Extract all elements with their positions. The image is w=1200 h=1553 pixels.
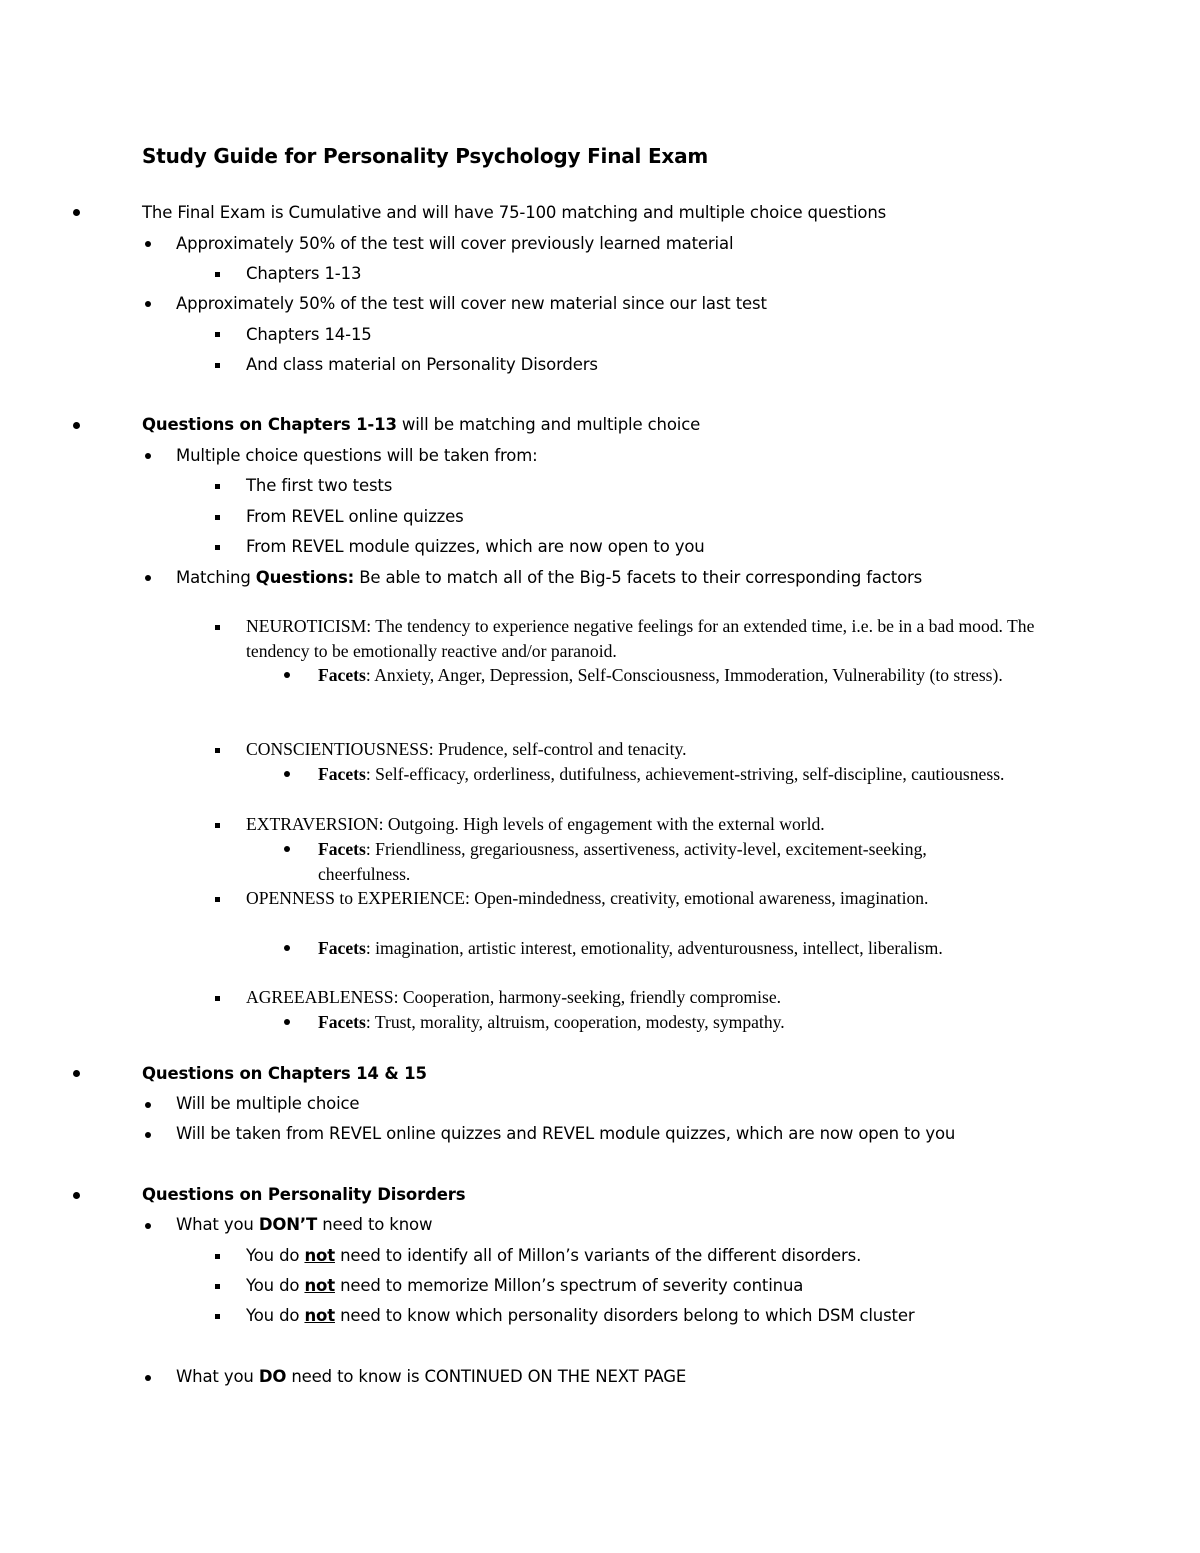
bullet: [145, 1375, 151, 1381]
bullet: [73, 1070, 80, 1077]
bullet: [284, 1019, 290, 1025]
ch1-13-heading: Questions on Chapters 1-13 will be matching and multiple choice: [142, 415, 701, 434]
bullet: [145, 1132, 151, 1138]
bullet: [215, 484, 220, 489]
matching-text: Matching Questions: Be able to match all of the Big-5 facets to their corresponding factors: [176, 568, 923, 587]
facets-agreeableness: Facets: Trust, morality, altruism, cooperation, modesty, sympathy.: [318, 1012, 785, 1032]
bullet: [145, 453, 151, 459]
facets-neuroticism: Facets: Anxiety, Anger, Depression, Self-Consciousness, Immoderation, Vulnerability (to stress).: [318, 665, 1003, 685]
overview-text: The Final Exam is Cumulative and will have 75-100 matching and multiple choice questions: [142, 203, 887, 222]
bullet: [284, 771, 290, 777]
bullet: [215, 515, 220, 520]
mc-item: The first two tests: [246, 476, 393, 495]
do-know-text: What you DO need to know is CONTINUED ON THE NEXT PAGE: [176, 1367, 687, 1386]
mc-text: Multiple choice questions will be taken from:: [176, 446, 538, 465]
bullet: [145, 575, 151, 581]
facets-conscientiousness: Facets: Self-efficacy, orderliness, dutifulness, achievement-striving, self-discipline, cautiousness.: [318, 764, 1005, 784]
facets-openness: Facets: imagination, artistic interest, emotionality, adventurousness, intellect, liberalism.: [318, 938, 943, 958]
previous-chapters: Chapters 1-13: [246, 264, 362, 283]
factor-neuroticism: NEUROTICISM: The tendency to experience negative feelings for an extended time, i.e. be in a bad mood. The tendency to be emotionally reactive and/or paranoid.: [246, 616, 1035, 661]
ch14-15-item: Will be taken from REVEL online quizzes and REVEL module quizzes, which are now open to you: [176, 1124, 956, 1143]
ch14-15-item: Will be multiple choice: [176, 1094, 360, 1113]
bullet: [145, 241, 151, 247]
mc-item: From REVEL module quizzes, which are now open to you: [246, 537, 705, 556]
facets-extraversion: Facets: Friendliness, gregariousness, assertiveness, activity-level, excitement-seeking, cheerfulness.: [318, 839, 927, 884]
new-disorders: And class material on Personality Disorders: [246, 355, 598, 374]
bullet: [215, 332, 220, 337]
bullet: [215, 1284, 220, 1289]
bullet: [145, 301, 151, 307]
bullet: [215, 625, 220, 630]
bullet: [215, 748, 220, 753]
disorders-heading: Questions on Personality Disorders: [142, 1185, 466, 1204]
bullet: [145, 1223, 151, 1229]
new-chapters: Chapters 14-15: [246, 325, 372, 344]
bullet: [145, 1102, 151, 1108]
bullet: [215, 545, 220, 550]
dont-item: You do not need to identify all of Millon’s variants of the different disorders.: [246, 1246, 862, 1265]
bullet: [73, 1192, 80, 1199]
page-title: Study Guide for Personality Psychology Final Exam: [142, 144, 709, 168]
ch14-15-heading: Questions on Chapters 14 & 15: [142, 1064, 427, 1083]
bullet: [215, 1254, 220, 1259]
bullet: [215, 823, 220, 828]
factor-extraversion: EXTRAVERSION: Outgoing. High levels of engagement with the external world.: [246, 814, 825, 834]
new-material-text: Approximately 50% of the test will cover new material since our last test: [176, 294, 767, 313]
bullet: [284, 846, 290, 852]
bullet: [284, 945, 290, 951]
dont-item: You do not need to memorize Millon’s spectrum of severity continua: [246, 1276, 804, 1295]
bullet: [215, 996, 220, 1001]
dont-item: You do not need to know which personality disorders belong to which DSM cluster: [246, 1306, 915, 1325]
bullet: [215, 363, 220, 368]
bullet: [73, 422, 80, 429]
bullet: [284, 672, 290, 678]
factor-agreeableness: AGREEABLENESS: Cooperation, harmony-seeking, friendly compromise.: [246, 987, 782, 1007]
bullet: [215, 1314, 220, 1319]
previous-material-text: Approximately 50% of the test will cover previously learned material: [176, 234, 734, 253]
bullet: [215, 272, 220, 277]
factor-openness: OPENNESS to EXPERIENCE: Open-mindedness, creativity, emotional awareness, imagination.: [246, 888, 929, 908]
factor-conscientiousness: CONSCIENTIOUSNESS: Prudence, self-control and tenacity.: [246, 739, 687, 759]
bullet: [215, 897, 220, 902]
mc-item: From REVEL online quizzes: [246, 507, 464, 526]
bullet: [73, 209, 80, 216]
dont-know-text: What you DON’T need to know: [176, 1215, 433, 1234]
